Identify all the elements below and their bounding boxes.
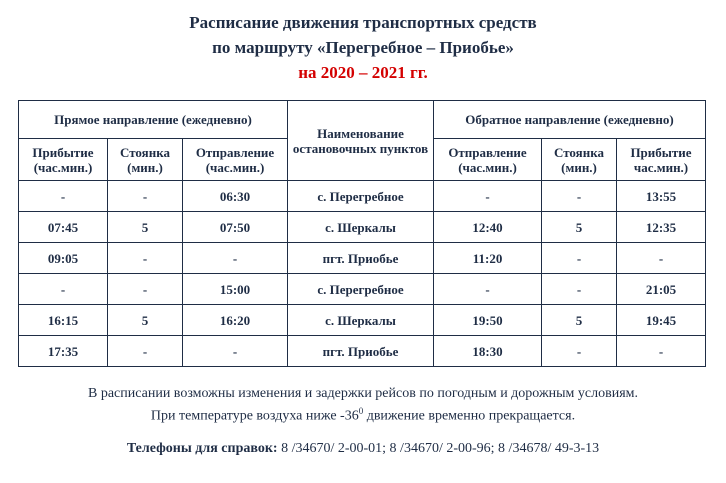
forward-departure-cell: 15:00 (183, 274, 288, 305)
forward-arrival-header: Прибытие (час.мин.) (19, 139, 108, 181)
stop-name-cell: с. Шеркалы (288, 305, 434, 336)
forward-stay-cell: - (108, 336, 183, 367)
forward-departure-cell: 06:30 (183, 181, 288, 212)
forward-stay-cell: 5 (108, 305, 183, 336)
stop-name-cell: с. Перегребное (288, 181, 434, 212)
backward-departure-cell: 18:30 (434, 336, 542, 367)
forward-stay-cell: 5 (108, 212, 183, 243)
title-line-1: Расписание движения транспортных средств (189, 13, 537, 32)
backward-stay-cell: 5 (542, 212, 617, 243)
backward-departure-cell: - (434, 274, 542, 305)
backward-stay-cell: - (542, 274, 617, 305)
temperature-note (0, 402, 726, 426)
stop-name-cell: с. Перегребное (288, 274, 434, 305)
table-row (19, 243, 706, 274)
backward-stay-cell: - (542, 181, 617, 212)
table-row (19, 305, 706, 336)
forward-departure-cell: 07:50 (183, 212, 288, 243)
backward-arrival-cell: 12:35 (617, 212, 706, 243)
forward-arrival-cell: 17:35 (19, 336, 108, 367)
forward-arrival-cell: 07:45 (19, 212, 108, 243)
forward-departure-cell: - (183, 243, 288, 274)
phones-label: Телефоны для справок: (126, 441, 278, 456)
forward-arrival-cell: 16:15 (19, 305, 108, 336)
temperature-note-text: При температуре воздуха ниже -36 (150, 408, 359, 424)
backward-arrival-cell: - (617, 243, 706, 274)
degree-superscript: 0 (358, 406, 364, 416)
forward-arrival-cell: - (19, 274, 108, 305)
backward-stay-header: Стоянка (мин.) (542, 139, 617, 181)
backward-arrival-cell: 13:55 (617, 181, 706, 212)
contact-phones (0, 441, 726, 457)
backward-stay-cell: - (542, 243, 617, 274)
backward-arrival-cell: 19:45 (617, 305, 706, 336)
forward-stay-cell: - (108, 274, 183, 305)
stop-name-header: Наименование остановочных пунктов (288, 101, 434, 181)
table-row (19, 212, 706, 243)
schedule-table (18, 100, 706, 367)
title-years: на 2020 – 2021 гг. (298, 63, 428, 82)
table-row (19, 336, 706, 367)
backward-stay-cell: 5 (542, 305, 617, 336)
stop-name-cell: пгт. Приобье (288, 336, 434, 367)
backward-departure-cell: - (434, 181, 542, 212)
backward-departure-cell: 12:40 (434, 212, 542, 243)
forward-arrival-cell: - (19, 181, 108, 212)
forward-departure-cell: 16:20 (183, 305, 288, 336)
temperature-note-tail: движение временно прекращается. (363, 408, 576, 424)
backward-departure-cell: 11:20 (434, 243, 542, 274)
backward-arrival-cell: - (617, 336, 706, 367)
title-line-2: по маршруту «Перегребное – Приобье» (212, 38, 514, 57)
stop-name-cell: с. Шеркалы (288, 212, 434, 243)
backward-direction-header: Обратное направление (ежедневно) (434, 101, 706, 139)
forward-arrival-cell: 09:05 (19, 243, 108, 274)
forward-stay-cell: - (108, 181, 183, 212)
forward-departure-cell: - (183, 336, 288, 367)
schedule-change-note: В расписании возможны изменения и задержки рейсов по погодным и дорожным условиям. (87, 386, 638, 401)
forward-departure-header: Отправление (час.мин.) (183, 139, 288, 181)
backward-arrival-cell: 21:05 (617, 274, 706, 305)
backward-departure-header: Отправление (час.мин.) (434, 139, 542, 181)
backward-departure-cell: 19:50 (434, 305, 542, 336)
backward-stay-cell: - (542, 336, 617, 367)
stop-name-cell: пгт. Приобье (288, 243, 434, 274)
backward-arrival-header: Прибытие час.мин.) (617, 139, 706, 181)
forward-direction-header: Прямое направление (ежедневно) (19, 101, 288, 139)
forward-stay-cell: - (108, 243, 183, 274)
phones-numbers: 8 /34670/ 2-00-01; 8 /34670/ 2-00-96; 8 /34678/ 49-3-13 (277, 441, 600, 456)
table-row (19, 181, 706, 212)
table-row (19, 274, 706, 305)
forward-stay-header: Стоянка (мин.) (108, 139, 183, 181)
